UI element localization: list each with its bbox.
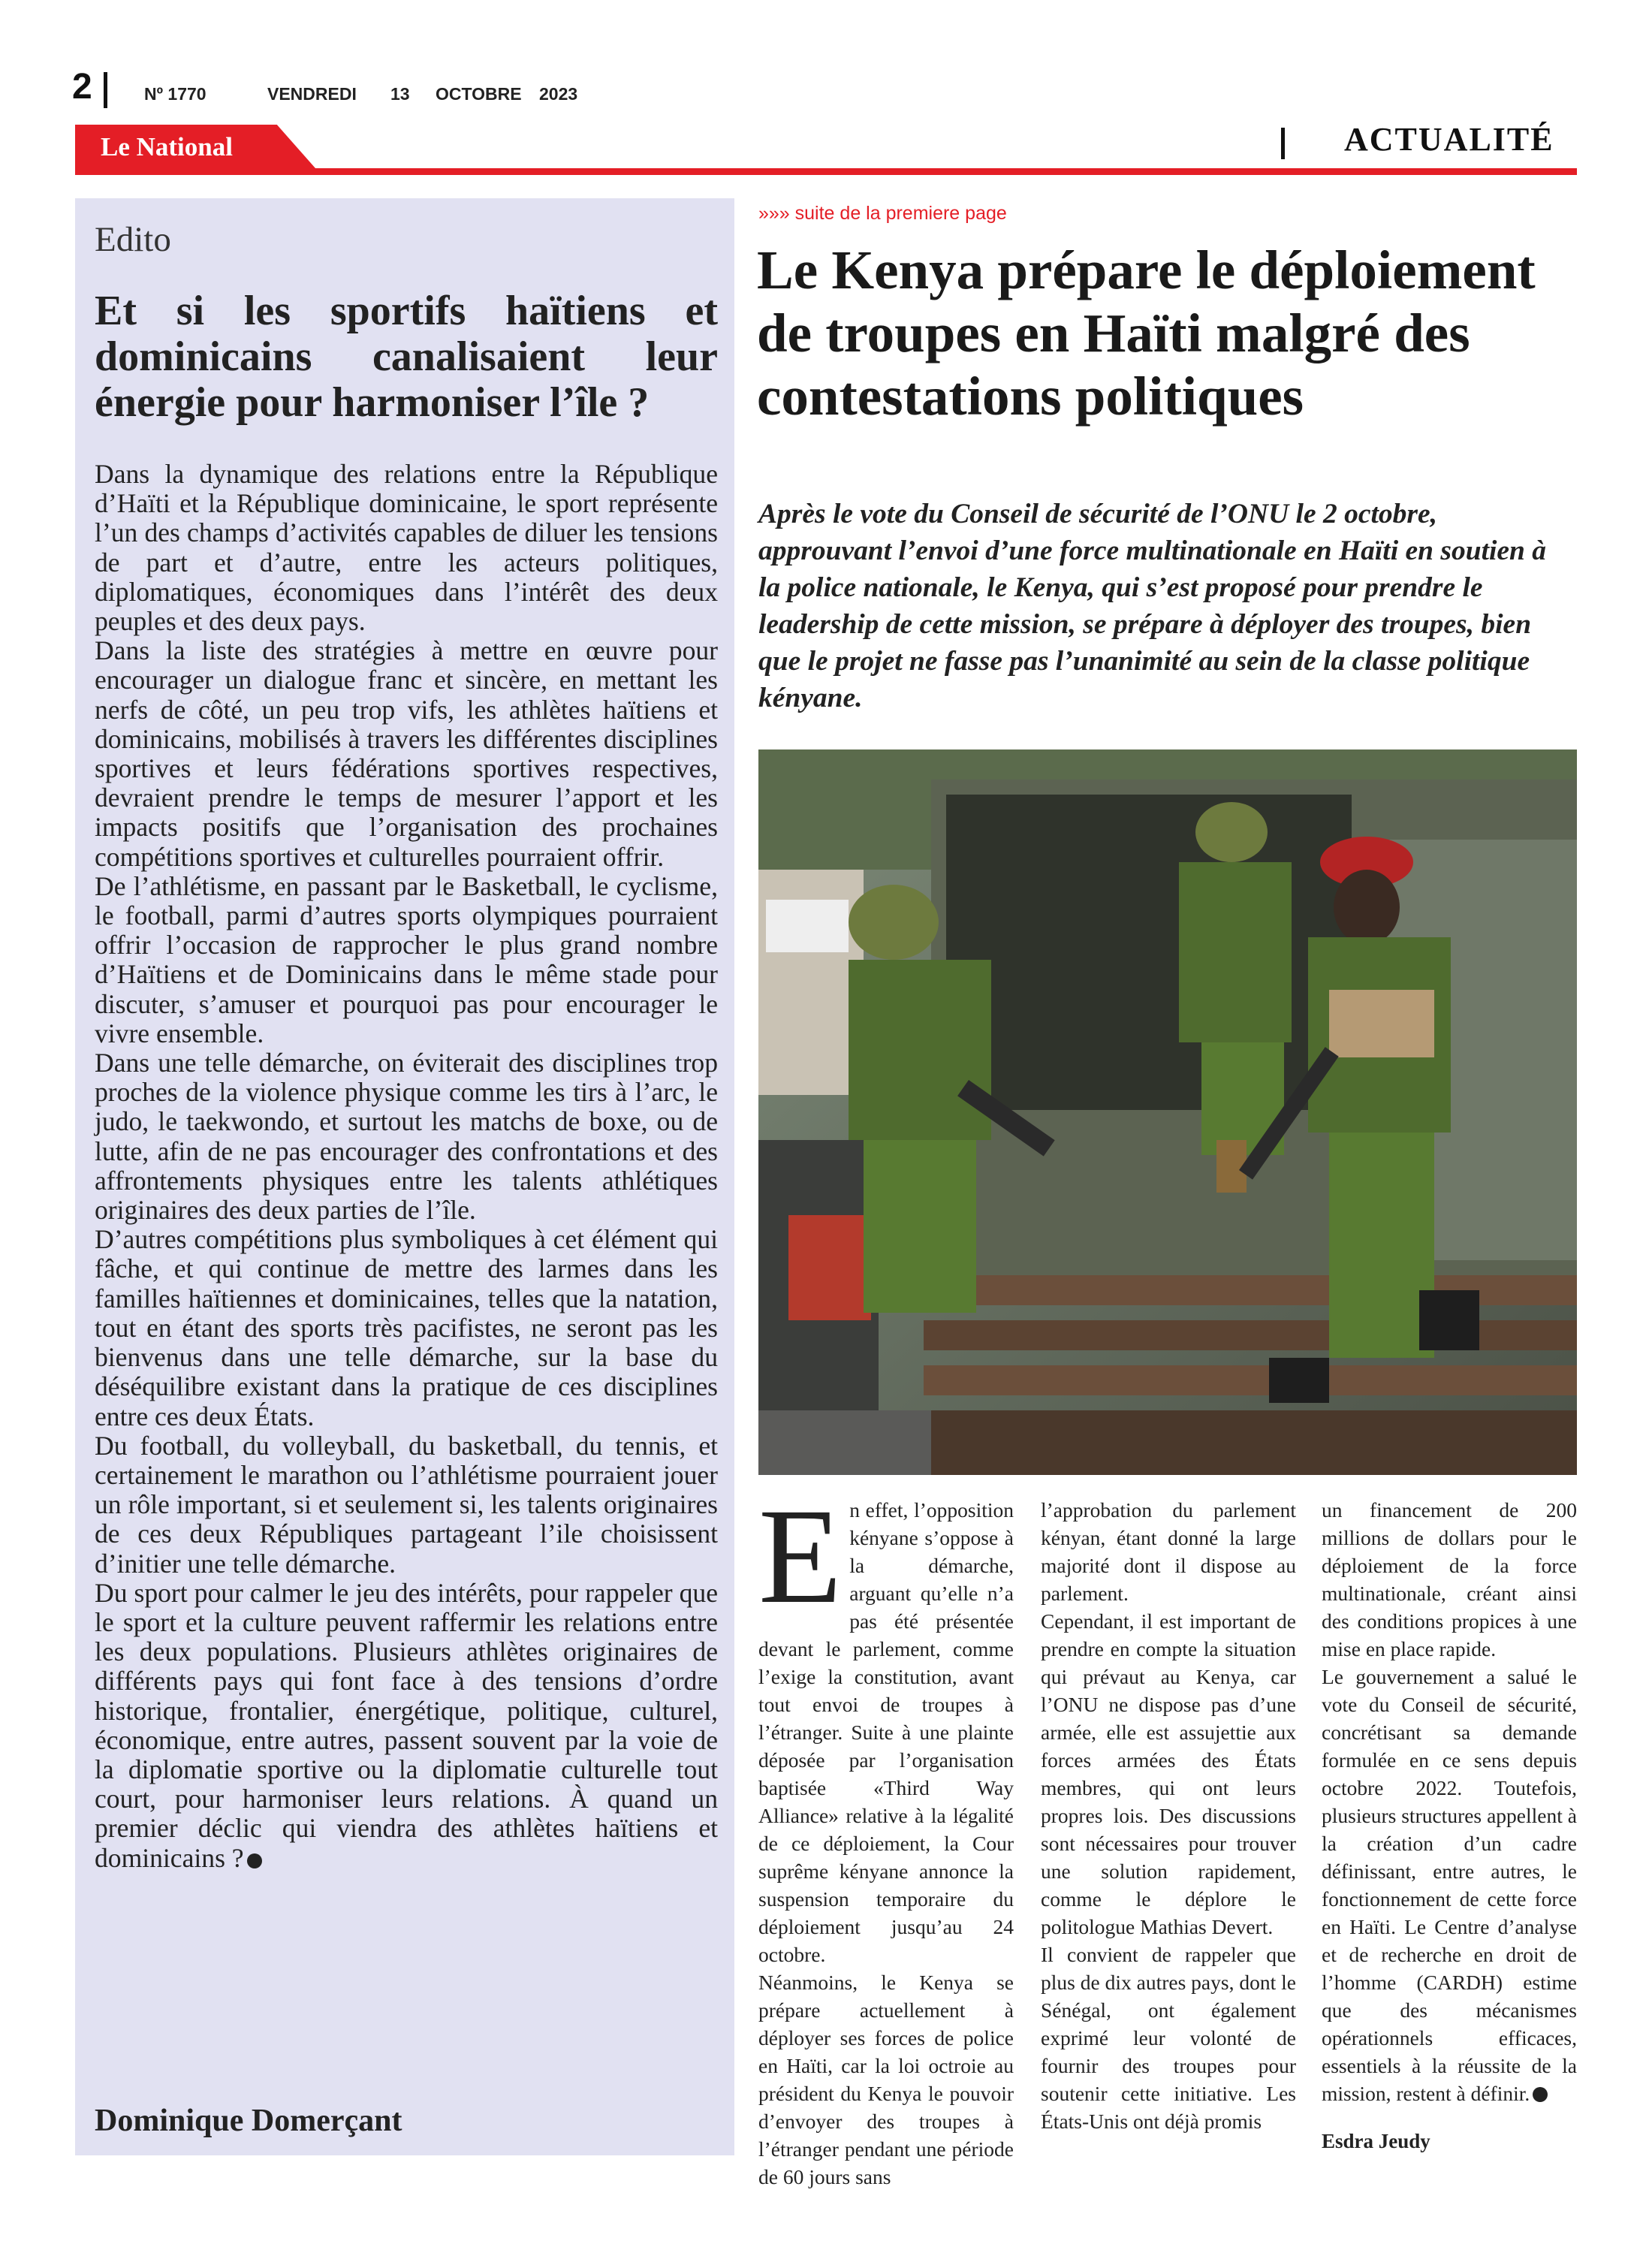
edito-paragraph: Dans une telle démarche, on éviterait des disciplines trop proches de la violence physique comme les tirs à l’arc, le judo, le taekwondo, et surtout les matchs de boxe, ou de lutte, afin de ne pas encourager des confrontations et des affrontements physiques entre les talents athlétiques originaires des deux parties de l’île. <box>95 1048 718 1226</box>
date-day: 13 <box>390 84 410 104</box>
article-paragraph-text: Le gouvernement a salué le vote du Conseil de sécurité, concrétisant sa demande formulée en ce sens depuis octobre 2022. Toutefois, plusieurs structures appellent à la création d’un cadre définissant, entre autres, le fonctionnement de cette force en Haïti. Le Centre d’analyse et de recherche en droit de l’homme (CARDH) estime que des mécanismes opérationnels efficaces, essentiels à la réussite de la mission, restent à définir. <box>1322 1665 1577 2105</box>
page-number-divider <box>104 72 107 108</box>
edito-paragraph-text: Du sport pour calmer le jeu des intérêts, pour rappeler que le sport et la culture peuvent raffermir les relations entre les deux populations. Plusieurs athlètes originaires de différents pays qui font face à des tensions d’ordre historique, frontalier, énergétique, politique, culturel, économique, entre autres, passent souvent par la voie de la diplomatie sportive ou la diplomatie culturelle tout court, pour harmoniser leurs relations. À quand un premier déclic qui viendra des athlètes haïtiens et dominicains ? <box>95 1577 718 1873</box>
article-paragraph: l’approbation du parlement kényan, étant donné la large majorité dont il dispose au parlement. <box>1041 1498 1296 1605</box>
section-divider <box>1281 128 1285 159</box>
article-author: Esdra Jeudy <box>1322 2130 1430 2152</box>
edito-label: Edito <box>95 220 171 259</box>
weekday: VENDREDI <box>267 84 357 104</box>
edito-title: Et si les sportifs haïtiens et dominicains canalisaient leur énergie pour harmoniser l’île ? <box>95 288 718 426</box>
article-kicker: »»» suite de la premiere page <box>758 203 1007 224</box>
edito-author: Dominique Domerçant <box>95 2104 402 2138</box>
header-rule <box>75 168 1577 175</box>
edito-paragraph: De l’athlétisme, en passant par le Basketball, le cyclisme, le football, parmi d’autres sports olympiques pourraient offrir l’occasion de rapprocher le plus grand nombre d’Haïtiens et de Dominicains dans le même stade pour discuter, s’amuser et pourquoi pas pour encourager le vivre ensemble. <box>95 870 718 1048</box>
edito-paragraph: Dans la liste des stratégies à mettre en œuvre pour encourager un dialogue franc et sincère, en mettant les nerfs de côté, un peu trop vifs, les athlètes haïtiens et dominicains, mobilisés à travers les différentes disciplines sportives et leurs fédérations sportives respectives, devraient prendre le temps de mesurer l’apport et les impacts positifs que l’organisation des prochaines compétitions sportives et culturelles pourraient offrir. <box>95 635 718 872</box>
edito-paragraph-last <box>95 1579 718 1873</box>
article-column-2 <box>1041 1496 1296 2135</box>
article-paragraph-last <box>1322 1663 1577 2107</box>
article-headline: Le Kenya prépare le déploiement de troupes en Haïti malgré des contestations politiques <box>757 240 1536 427</box>
end-mark-icon <box>1533 2087 1548 2102</box>
page-number: 2 <box>72 67 92 107</box>
article-column-1 <box>758 1481 1014 2191</box>
date-month: OCTOBRE <box>436 84 522 104</box>
issue-number: Nº 1770 <box>144 84 206 104</box>
end-mark-icon <box>247 1853 262 1868</box>
article-paragraph: un financement de 200 millions de dollars pour le déploiement de la force multinationale, créant ainsi des conditions propices à une mise en place rapide. <box>1322 1498 1577 1660</box>
article-paragraph: Cependant, il est important de prendre en compte la situation qui prévaut au Kenya, car l’ONU ne dispose pas d’une armée, elle est assujettie aux forces armées des États membres, qui ont leurs propres lois. Des discussions sont nécessaires pour trouver une solution rapidement, comme le déplore le politologue Mathias Devert. <box>1041 1609 1296 1938</box>
article-paragraph: Néanmoins, le Kenya se prépare actuellement à déployer ses forces de police en Haïti, car la loi octroie au président du Kenya le pouvoir d’envoyer des troupes à l’étranger pendant une période de 60 jours sans <box>758 1971 1014 2188</box>
date-year: 2023 <box>539 84 578 104</box>
brand-name: Le National <box>101 132 233 161</box>
edito-paragraph: Du football, du volleyball, du basketball, du tennis, et certainement le marathon ou l’athlétisme pourraient jouer un rôle important, si et seulement si, les talents originaires de ces deux Républiques partageant l’ile choisissent d’initier une telle démarche. <box>95 1430 718 1579</box>
edito-paragraph: Dans la dynamique des relations entre la République d’Haïti et la République dominicaine, le sport représente l’un des champs d’activités capables de diluer les tensions de part et d’autre, entre les acteurs politiques, diplomatiques, économiques dans l’intérêt des deux peuples et des deux pays. <box>95 459 718 637</box>
drop-cap: E <box>758 1481 843 1632</box>
soldiers-truck-photo <box>758 749 1577 1475</box>
article-photo <box>758 749 1577 1475</box>
edito-body <box>95 460 718 1873</box>
article-paragraph: Il convient de rappeler que plus de dix autres pays, dont le Sénégal, ont également exprimé leur volonté de fournir des troupes pour soutenir cette initiative. Les États-Unis ont déjà promis <box>1041 1943 1296 2133</box>
edito-paragraph: D’autres compétitions plus symboliques à cet élément qui fâche, et qui continue de mettre des larmes dans les familles haïtiennes et dominicaines, telles que la natation, tout en étant des sports très pacifistes, ne seront pas les bienvenus dans une telle démarche, sur la base du déséquilibre existant dans la pratique de ces disciplines entre ces deux États. <box>95 1224 718 1431</box>
article-paragraph: n effet, l’opposition kényane s’oppose à la démarche, arguant qu’elle n’a pas été présentée devant le parlement, comme l’exige la constitution, avant tout envoi de troupes à l’étranger. Suite à une plainte déposée par l’organisation baptisée «Third Way Alliance» relative à la légalité de ce déploiement, la Cour suprême kényane annonce la suspension temporaire du déploiement jusqu’au 24 octobre. <box>758 1498 1014 1966</box>
section-title: ACTUALITÉ <box>1344 121 1554 158</box>
article-column-3 <box>1322 1496 1577 2107</box>
article-standfirst: Après le vote du Conseil de sécurité de l’ONU le 2 octobre, approuvant l’envoi d’une force multinationale en Haïti en soutien à la police nationale, le Kenya, qui s’est proposé pour prendre le leadership de cette mission, se prépare à déployer des troupes, bien que le projet ne fasse pas l’unanimité au sein de la classe politique kényane. <box>758 499 1547 713</box>
